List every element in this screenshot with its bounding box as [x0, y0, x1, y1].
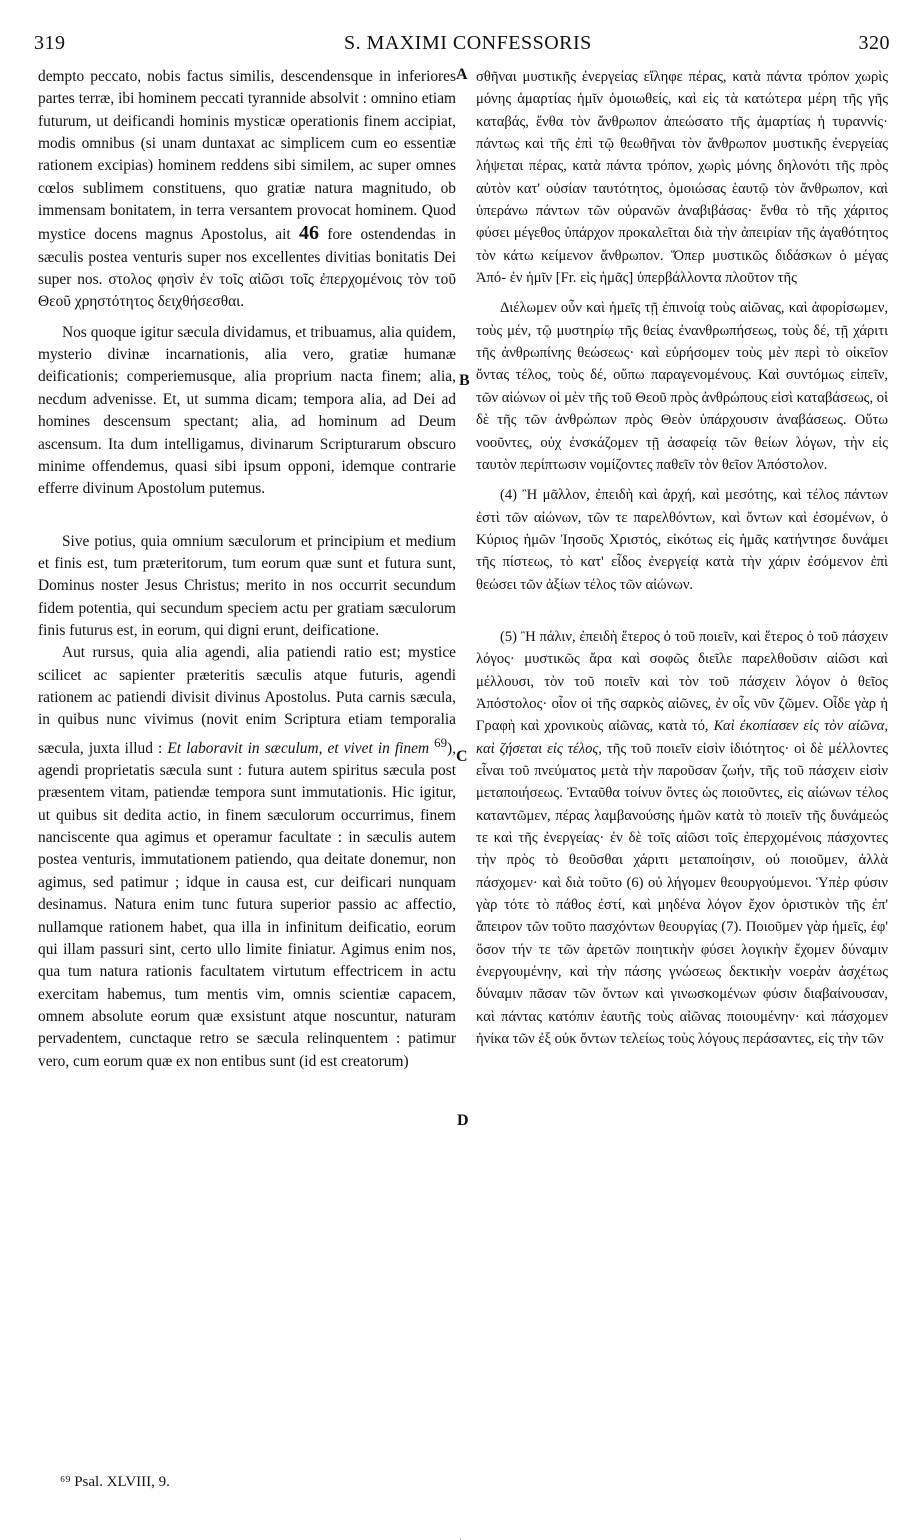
- greek-paragraph-3: (4) Ἢ μᾶλλον, ἐπειδὴ καὶ ἀρχή, καὶ μεσότης, καὶ τέλος πάντων ἐστὶ τῶν αἰώνων, τῶν τε παρελθόντων, καὶ ὄντων καὶ ἐσομένων, ὁ Κύριος ἡμῶν Ἰησοῦς Χριστός, εἰκότως εἰς ἡμᾶς κατήντησε δυνάμει τῆς πίστεως, τὸ κατ' εἶδος ἐνεργείᾳ κατὰ τὴν χάριν ἐσόμενον ἐπὶ θεώσει τῶν ἀξίων τέλος τῶν αἰώνων.: [476, 487, 888, 593]
- latin-text: ), agendi proprietatis sæcula sunt : futura autem spiritus sæcula post præsentem vitam, patiendæ tempora sunt immutationis. Hic igitur, ut quibus sit dedita actio, in finem sæculorum occurrimus, finem nanciscente qua agimus et operamur facultate : in sæculis autem postea venturis, immutationem patiendo, qua deitate donemur, non agimus, sed patimur ; idque in causa est, cur deificari nunquam desinamus. Natura enim tunc futura superior passio ac affectio, nullamque rationem habet, qua illa in infinitum deificatio, eorum qui illam passuri sint, certo ullo limite finiatur. Agimus enim nos, qua tum natura rationis facultatem virtutum effectricem in actu exercitam habemus, tum mentis vim, omnis scientiæ capacem, omnem absolute eorum quæ exsistunt atque noscuntur, naturam pervadentem, cunctaque retro se sæcula relinquentem : patimur vero, cum eorum quæ ex non entibus sunt (id est creatorum): [38, 739, 456, 1070]
- greek-paragraph-2: Διέλωμεν οὖν καὶ ἡμεῖς τῇ ἐπινοίᾳ τοὺς αἰῶνας, καὶ ἀφορίσωμεν, τοὺς μέν, τῷ μυστηρίῳ τῆς θείας ἐνανθρωπήσεως, τοὺς δέ, τῇ χάριτι τῆς ἀνθρωπίνης θεώσεως· καὶ εὑρήσομεν τοὺς μὲν περὶ τὸ οἰκεῖον ὄντας τέλος, τοὺς δέ, οὔπω παραγενομένους. Καὶ συντόμως εἰπεῖν, τῶν αἰώνων οἱ μὲν τῆς τοῦ Θεοῦ πρὸς ἀνθρώπους εἰσὶ καταβάσεως, οἱ δὲ τῆς τῶν ἀνθρώπων πρὸς Θεὸν ὑπάρχουσιν ἀναβάσεως. Οὕτω νοοῦντες, οὐχ ἐνσκάζομεν τῇ ἀσαφείᾳ τῶν θείων λόγων, τὴν εἰς ταυτὸν περίπτωσιν νομίζοντες παθεῖν τὸν θεῖον Ἀπόστολον.: [476, 300, 888, 473]
- latin-text: Aut rursus, quia alia agendi, alia patiendi ratio est; mystice scilicet ac sapienter præteritis sæculis atque futuris, agendi rationem ac patiendi divisit divinus Apostolus. Puta carnis sæcula, in quibus nunc vivimus (novit enim Scriptura etiam temporalia sæcula, juxta illud :: [38, 644, 456, 757]
- greek-text: ἐν ἡμῖν [Fr. εἰς ἡμᾶς] ὑπερβάλλοντα πλοῦτον τῆς: [509, 270, 797, 287]
- latin-paragraph-3: Sive potius, quia omnium sæculorum et principium et medium et finis est, tum præteritorum, tum eorum quæ sunt et futura sunt, Dominus noster Jesus Christus; merito in nos occurrit secundum fidem potentia, qui secundum speciem actu per gratiam sæculorum finis futurus est, in eorum, qui digni erunt, deificatione.: [38, 532, 456, 639]
- greek-text: (5) Ἢ πάλιν, ἐπειδὴ ἕτερος ὁ τοῦ ποιεῖν, καὶ ἕτερος ὁ τοῦ πάσχειν λόγος· μυστικῶς ἄρα καὶ σοφῶς διεῖλε παρελθοῦσιν αἰῶσι καὶ μέλλουσι, τὸν τοῦ ποιεῖν καὶ τὸν τοῦ πάσχειν λόγον ὁ θεῖος Ἀπόστολος· οἷον οἱ τῆς σαρκὸς αἰῶνες, ἐν οἷς νῦν ζῶμεν. Οἶδε γὰρ ἡ Γραφὴ καὶ χρονικοὺς αἰῶνας, κατὰ τό,: [476, 628, 888, 735]
- footnote-ref: 69: [434, 735, 447, 750]
- margin-letter-c: C: [456, 748, 468, 765]
- latin-paragraph-1: [38, 66, 456, 314]
- printer-mark: ˌ: [459, 1530, 462, 1540]
- greek-paragraph-1: [476, 66, 888, 289]
- footnote: ⁶⁹ Psal. XLVIII, 9.: [60, 1474, 170, 1490]
- latin-paragraph-4: [38, 642, 456, 1073]
- margin-letter-a: A: [456, 66, 468, 83]
- greek-text: σθῆναι μυστικῆς ἐνεργείας εἴληφε πέρας, κατὰ πάντα τρόπον χωρὶς μόνης ἁμαρτίας ἡμῖν ὁμοιωθείς, καὶ εἰς τὰ κατώτερα μέρη τῆς γῆς καταβάς, ἔνθα τὸν ἄνθρωπον ἀπεώσατο τῆς ἁμαρτίας ἡ τυραννίς· πάντως καὶ τῆς ἐπὶ τῷ θεωθῆναι τὸν ἄνθρωπον μυστικῆς ἐνεργείας λήψεται πέρας, κατὰ πάντα τρόπον, χωρὶς μόνης δηλονότι τῆς πρὸς αὐτὸν κατ' οὐσίαν ταυτότητος, ὁμοιώσας ἑαυτῷ τὸν ἄνθρωπον, καὶ ὑπεράνω πάντων τῶν οὐρανῶν ἀναβιβάσας· ἔνθα τὸ τῆς χάριτος φύσει μέγεθος ὑπάρχον προκαλεῖται διὰ τὴν ἀπειρίαν τῆς ἀγαθότητος τὸν κάτω κείμενον ἄνθρωπον. Ὅπερ μυστικῶς διδάσκων ὁ μέγας Ἀπό-: [476, 69, 888, 287]
- margin-letter-d: D: [457, 1112, 469, 1129]
- latin-text: dempto peccato, nobis factus similis, descendensque in inferiores partes terræ, ibi hominem peccati tyrannide absolvit : omnino etiam futurum, ut deificandi hominis mysticæ operationis finem accipiat, modis omnibus (si unam duntaxat ac simplicem cum eo essentiæ rationem excipias) hominem reddens sibi similem, ac super omnes cœlos sublimem constituens, quo gratiæ natura magnitudo, ob immensam bonitatem, in terra versantem provocat hominem. Quod mystice docens magnus Apostolus, ait: [38, 68, 456, 244]
- margin-letter-b: B: [459, 372, 470, 389]
- scripture-quote: Et laboravit in sæculum, et vivet in finem: [167, 739, 430, 757]
- page-number-right: 320: [858, 32, 890, 54]
- running-title: S. MAXIMI CONFESSORIS: [344, 32, 592, 54]
- greek-inline-text: στολος φησὶν ἐν τοῖς αἰῶσι τοῖς ἐπερχομένοις τὸν τοῦ Θεοῦ χρηστότητος δειχθήσεσθαι.: [38, 271, 456, 311]
- greek-text: τῆς τοῦ ποιεῖν εἰσὶν ἰδιότητος· οἱ δὲ μέλλοντες εἶναι τοῦ πνεύματος μετὰ τὴν παροῦσαν ζωήν, τῆς τοῦ πάσχειν εἰσὶν μεταποιήσεως. Ἐνταῦθα τοίνυν ὄντες ὡς ποιοῦντες, εἰς αἰώνων τέλος καταντῶμεν, πέρας λαμβανούσης ἡμῶν κατὰ τὸ ποιεῖν τῆς δυνάμεώς τε καὶ τῆς ἐνεργείας· ἐν δὲ τοῖς αἰῶσι τοῖς ἐπερχομένοις πάσχοντες τὴν πρὸς τὸ θεοῦσθαι χάριτι μεταποίησιν, οὐ ποιοῦμεν, ἀλλὰ πάσχομεν· καὶ διὰ τοῦτο (6) οὐ λήγομεν θεουργούμενοι. Ὑπὲρ φύσιν γὰρ τότε τὸ πάθος ἐστί, καὶ μηδένα λόγον ἔχον ὁριστικὸν τῆς ἐπ' ἄπειρον τῶν τοῦτο πασχόντων θεουργίας (7). Ποιοῦμεν γὰρ ἡμεῖς, ἐφ' ὅσον τήν τε τῶν ἀρετῶν ποιητικὴν φύσει λογικὴν ἔχομεν δύναμιν ἐνεργουμένην, καὶ τὴν πάσης γνώσεως δεκτικὴν νοερὰν ἀσχέτως δύναμιν πᾶσαν τῶν ὄντων καὶ γινωσκομένων φύσιν διαβαίνουσαν, καὶ πάντας κατόπιν ἑαυτῆς τοὺς αἰῶνας ποιουμένην· καὶ πάσχομεν ἡνίκα τῶν ἐξ οὐκ ὄντων τελείως τοὺς λόγους περάσαντες, εἰς τὴν τῶν: [476, 740, 888, 1048]
- latin-column: [38, 66, 456, 1073]
- greek-column: [476, 66, 888, 1050]
- greek-paragraph-4: [476, 626, 888, 1051]
- scripture-quote: Καὶ ἐκοπίασεν εἰς τὸν αἰῶνα, καὶ ζήσεται εἰς τέλος,: [476, 718, 889, 757]
- page-number-left: 319: [34, 32, 66, 54]
- page-header: [34, 32, 890, 62]
- latin-paragraph-2: Nos quoque igitur sæcula dividamus, et tribuamus, alia quidem, mysterio divinæ incarnationis, alia vero, gratiæ humanæ deificationis; comperiemusque, alia proprium nacta finem; alia, necdum advenisse. Et, ut summa dicam; tempora alia, ad Dei ad homines descensum spectant; alia, ad hominum ad Deum ascensum. Ita dum intelligamus, divinarum Scripturarum obscuro minime offendemus, quasi sibi ipsum opponi, idemque contrarie efferre divinum Apostolum putemus.: [38, 323, 456, 498]
- latin-text: fore ostendendas in sæculis postea venturis super nos excellentes divitias bonitatis Dei super nos.: [38, 226, 456, 289]
- section-number: 46: [299, 222, 319, 245]
